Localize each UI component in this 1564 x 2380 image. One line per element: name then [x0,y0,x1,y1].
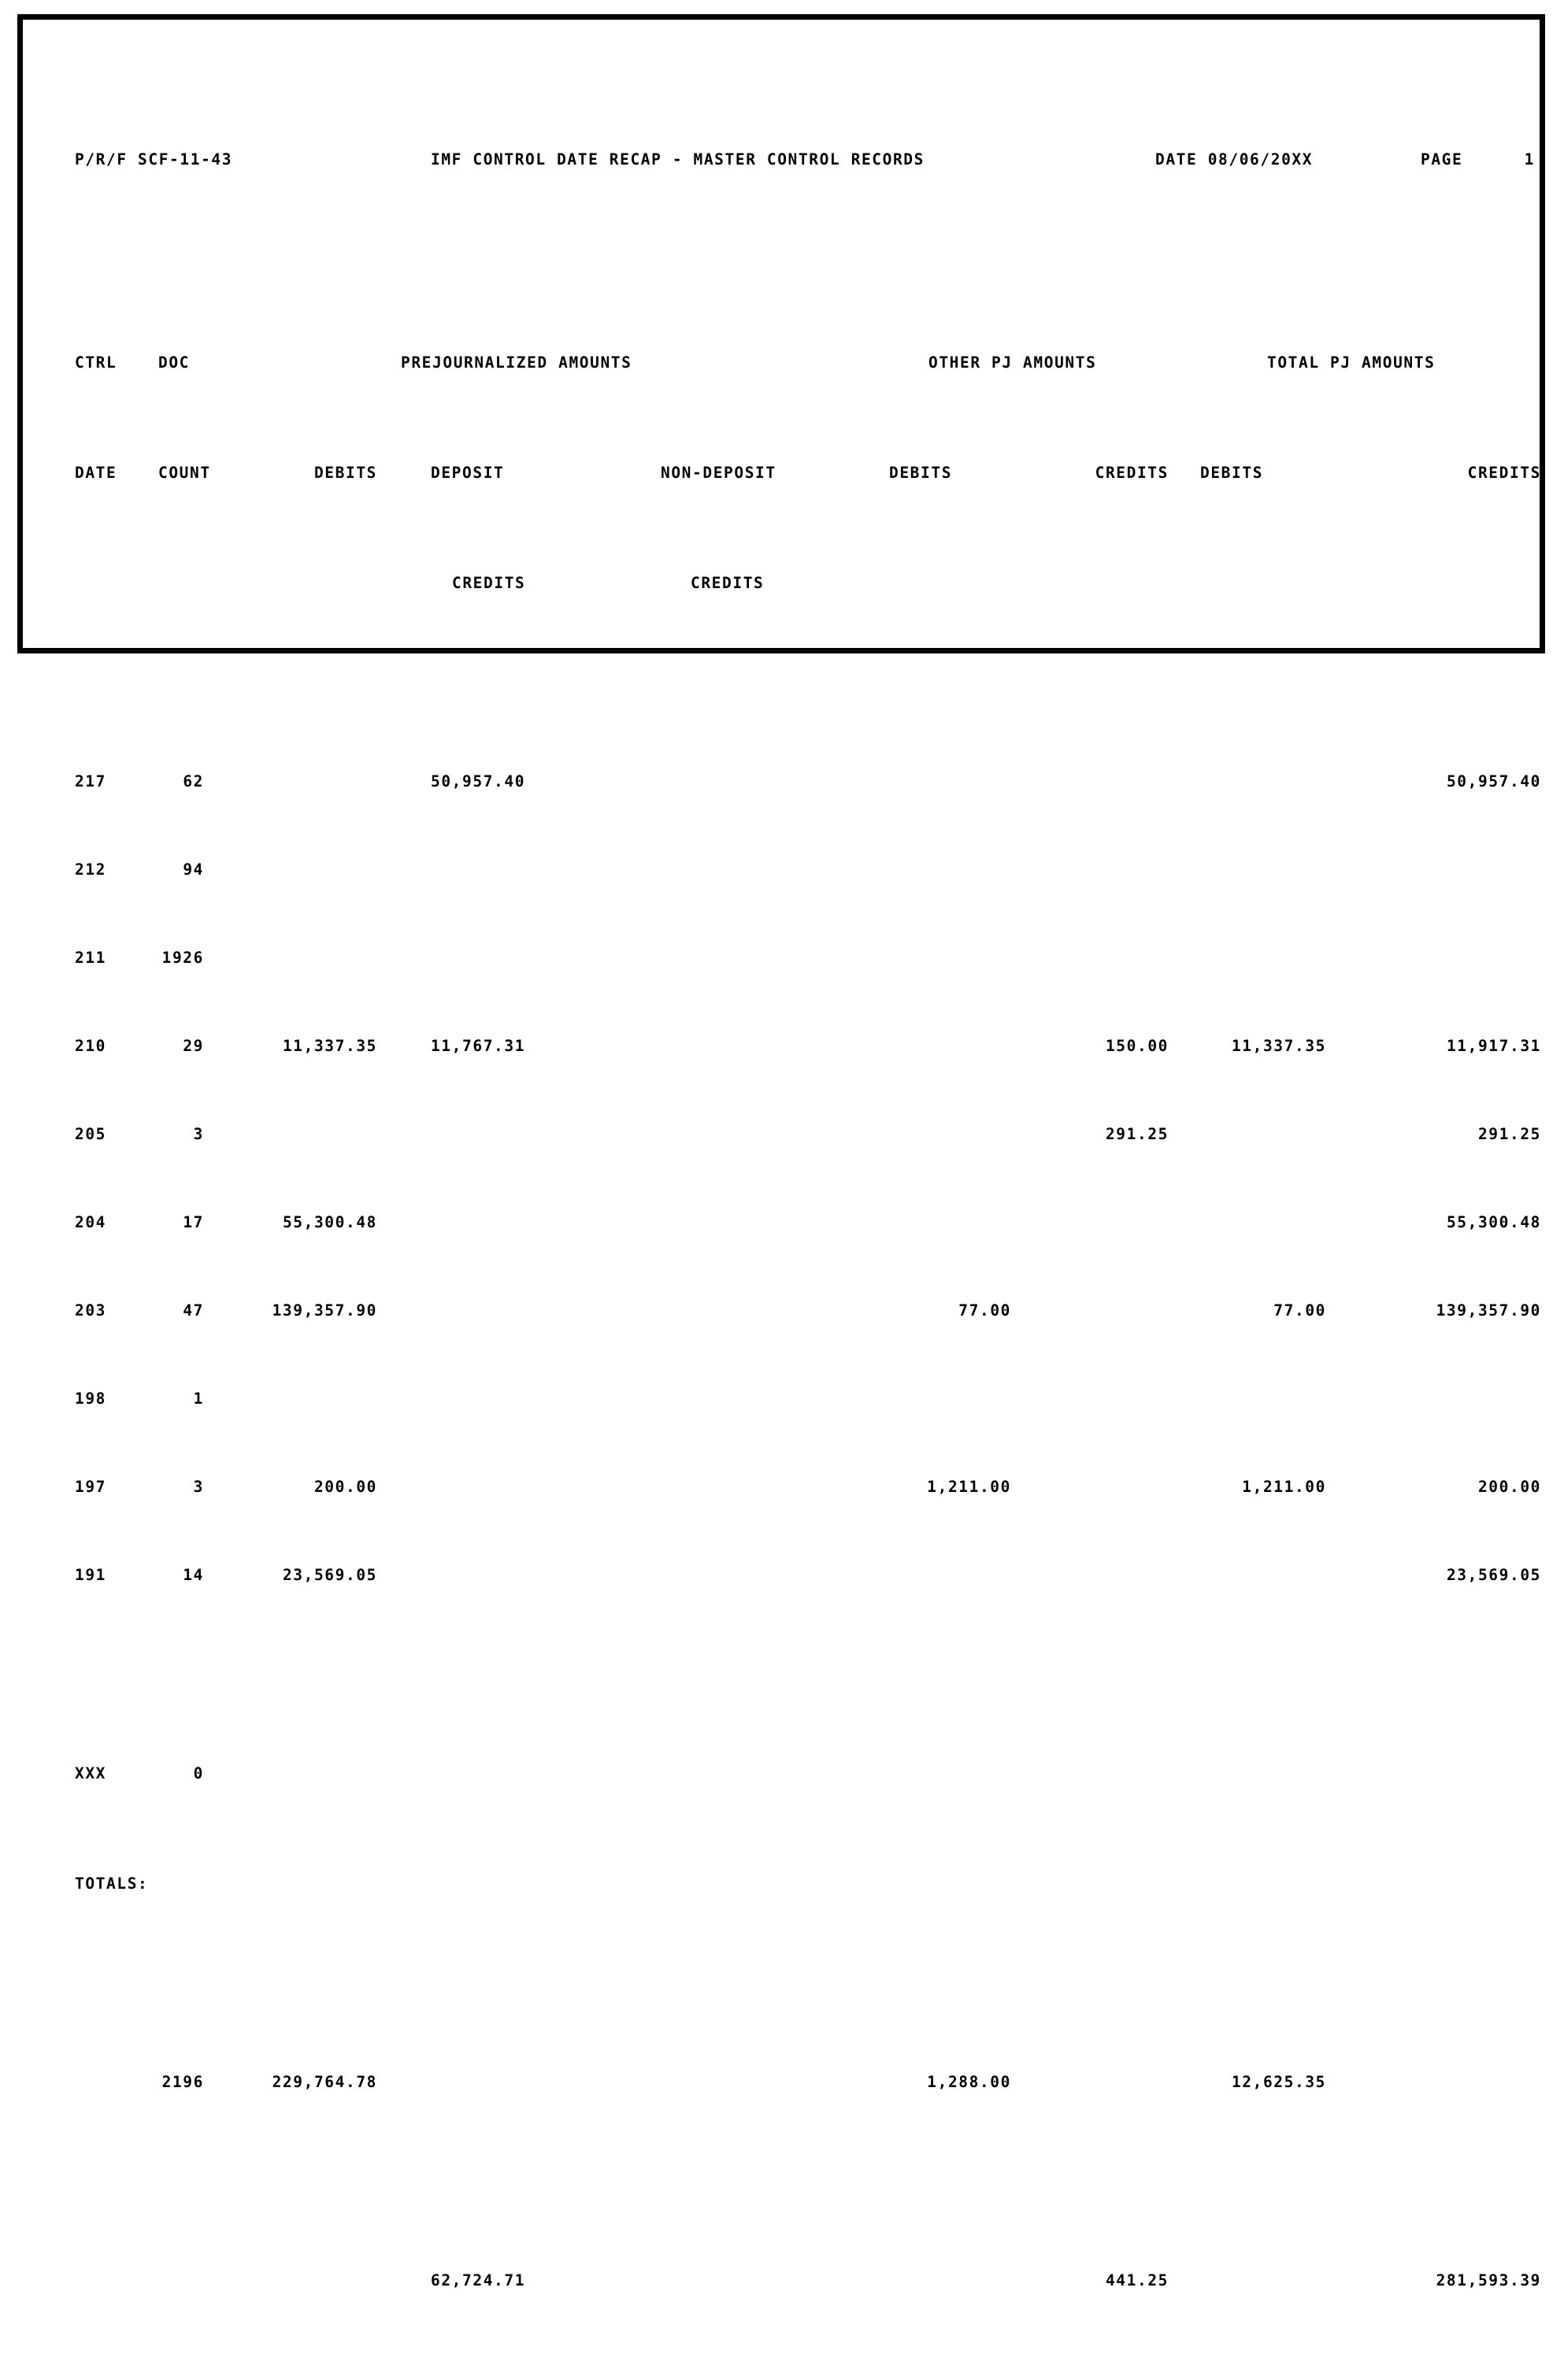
cell-doc-count: 47 [183,1301,204,1320]
totals-other-credits: 441.25 [1105,2271,1169,2289]
cell-total-credits: 11,917.31 [1446,1037,1541,1055]
page-label: PAGE [1421,150,1463,168]
cell-ctrl-date-unknown: XXX [75,1764,107,1782]
ctrl-header-line1: CTRL [75,353,117,372]
cell-total-debits: 11,337.35 [1231,1037,1326,1055]
cell-deposit-credits: 50,957.40 [431,772,526,790]
other-debits-header: DEBITS [889,464,953,482]
cell-ctrl-date: 211 [75,949,107,967]
report-header-line [54,149,1535,171]
total-credits-header: CREDITS [1467,464,1541,482]
prejournalized-group-header: PREJOURNALIZED AMOUNTS [401,353,632,372]
cell-doc-count: 3 [193,1478,204,1496]
cell-ctrl-date: 191 [75,1566,107,1584]
column-header-row [54,462,1541,484]
column-group-header-row [54,352,1508,374]
cell-doc-count: 3 [193,1125,204,1143]
cell-total-debits: 77.00 [1273,1301,1326,1320]
totals-deposit-credits: 62,724.71 [431,2271,526,2289]
totals-doc-count: 2196 [161,2073,204,2091]
spacer [54,661,1508,683]
cell-ctrl-date: 217 [75,772,107,790]
debits-header: DEBITS [313,464,377,482]
cell-doc-count: 14 [183,1566,204,1584]
cell-doc-count: 62 [183,772,204,790]
cell-ctrl-date: 197 [75,1478,107,1496]
cell-other-debits: 77.00 [958,1301,1011,1320]
total-pj-group-header: TOTAL PJ AMOUNTS [1267,353,1436,372]
cell-debits: 23,569.05 [282,1566,377,1584]
table-row [54,1564,1541,1586]
cell-doc-count: 17 [183,1213,204,1231]
totals-row-credits [54,2270,1541,2292]
cell-debits: 55,300.48 [282,1213,377,1231]
form-id: P/R/F SCF-11-43 [75,150,233,168]
ctrl-header-line2: DATE [75,464,117,482]
table-row [54,1388,1508,1410]
totals-total-credits: 281,593.39 [1436,2271,1541,2289]
cell-ctrl-date: 212 [75,861,107,879]
deposit-header-line2: CREDITS [452,574,526,592]
column-header-row-continued [54,572,1508,594]
table-row [54,1212,1541,1234]
cell-ctrl-date: 210 [75,1037,107,1055]
cell-total-credits: 200.00 [1477,1478,1541,1496]
cell-other-debits: 1,211.00 [927,1478,1011,1496]
totals-label: TOTALS: [75,1875,149,1893]
nondeposit-header-line1: NON-DEPOSIT [661,464,776,482]
cell-ctrl-date: 204 [75,1213,107,1231]
doc-header-line2: COUNT [158,464,211,482]
totals-debits: 229,764.78 [272,2073,377,2091]
cell-other-credits: 150.00 [1105,1037,1169,1055]
cell-doc-count: 94 [183,861,204,879]
table-row [54,1300,1541,1322]
report-body [23,20,1541,2289]
cell-total-credits: 55,300.48 [1446,1213,1541,1231]
cell-ctrl-date: 203 [75,1301,107,1320]
table-row [54,1123,1541,1146]
totals-label-row [54,1873,1508,1895]
totals-other-debits: 1,288.00 [927,2073,1011,2091]
totals-total-debits: 12,625.35 [1231,2073,1326,2091]
cell-total-credits: 291.25 [1477,1125,1541,1143]
cell-total-credits: 50,957.40 [1446,772,1541,790]
report-frame [17,14,1545,2289]
spacer [54,1961,1508,1983]
cell-debits: 11,337.35 [282,1037,377,1055]
cell-deposit-credits: 11,767.31 [431,1037,526,1055]
cell-other-credits: 291.25 [1105,1125,1169,1143]
cell-doc-count: 29 [183,1037,204,1055]
report-date: DATE 08/06/20XX [1155,150,1314,168]
table-row [54,1476,1541,1498]
table-row [54,859,1508,881]
table-row [54,1035,1541,1057]
other-pj-group-header: OTHER PJ AMOUNTS [928,353,1097,372]
table-row [54,771,1541,793]
page-number: 1 [1524,150,1535,168]
cell-doc-count: 1 [193,1390,204,1408]
doc-header-line1: DOC [158,353,191,372]
cell-ctrl-date: 198 [75,1390,107,1408]
cell-total-debits: 1,211.00 [1242,1478,1326,1496]
unknown-ctrl-date-row [54,1763,1508,1785]
cell-debits: 139,357.90 [272,1301,377,1320]
deposit-header-line1: DEPOSIT [431,464,505,482]
cell-doc-count: 1926 [161,949,204,967]
nondeposit-header-line2: CREDITS [691,574,765,592]
cell-total-credits: 139,357.90 [1436,1301,1541,1320]
spacer [54,2160,1508,2182]
spacer [54,1653,1508,1675]
cell-total-credits: 23,569.05 [1446,1566,1541,1584]
cell-doc-count-unknown: 0 [193,1764,204,1782]
cell-debits: 200.00 [313,1478,377,1496]
spacer [54,237,1508,264]
table-row [54,947,1508,969]
report-title: IMF CONTROL DATE RECAP - MASTER CONTROL RECORDS [431,150,925,168]
other-credits-header: CREDITS [1095,464,1169,482]
cell-ctrl-date: 205 [75,1125,107,1143]
total-debits-header: DEBITS [1200,464,1264,482]
totals-row-debits [54,2071,1508,2093]
